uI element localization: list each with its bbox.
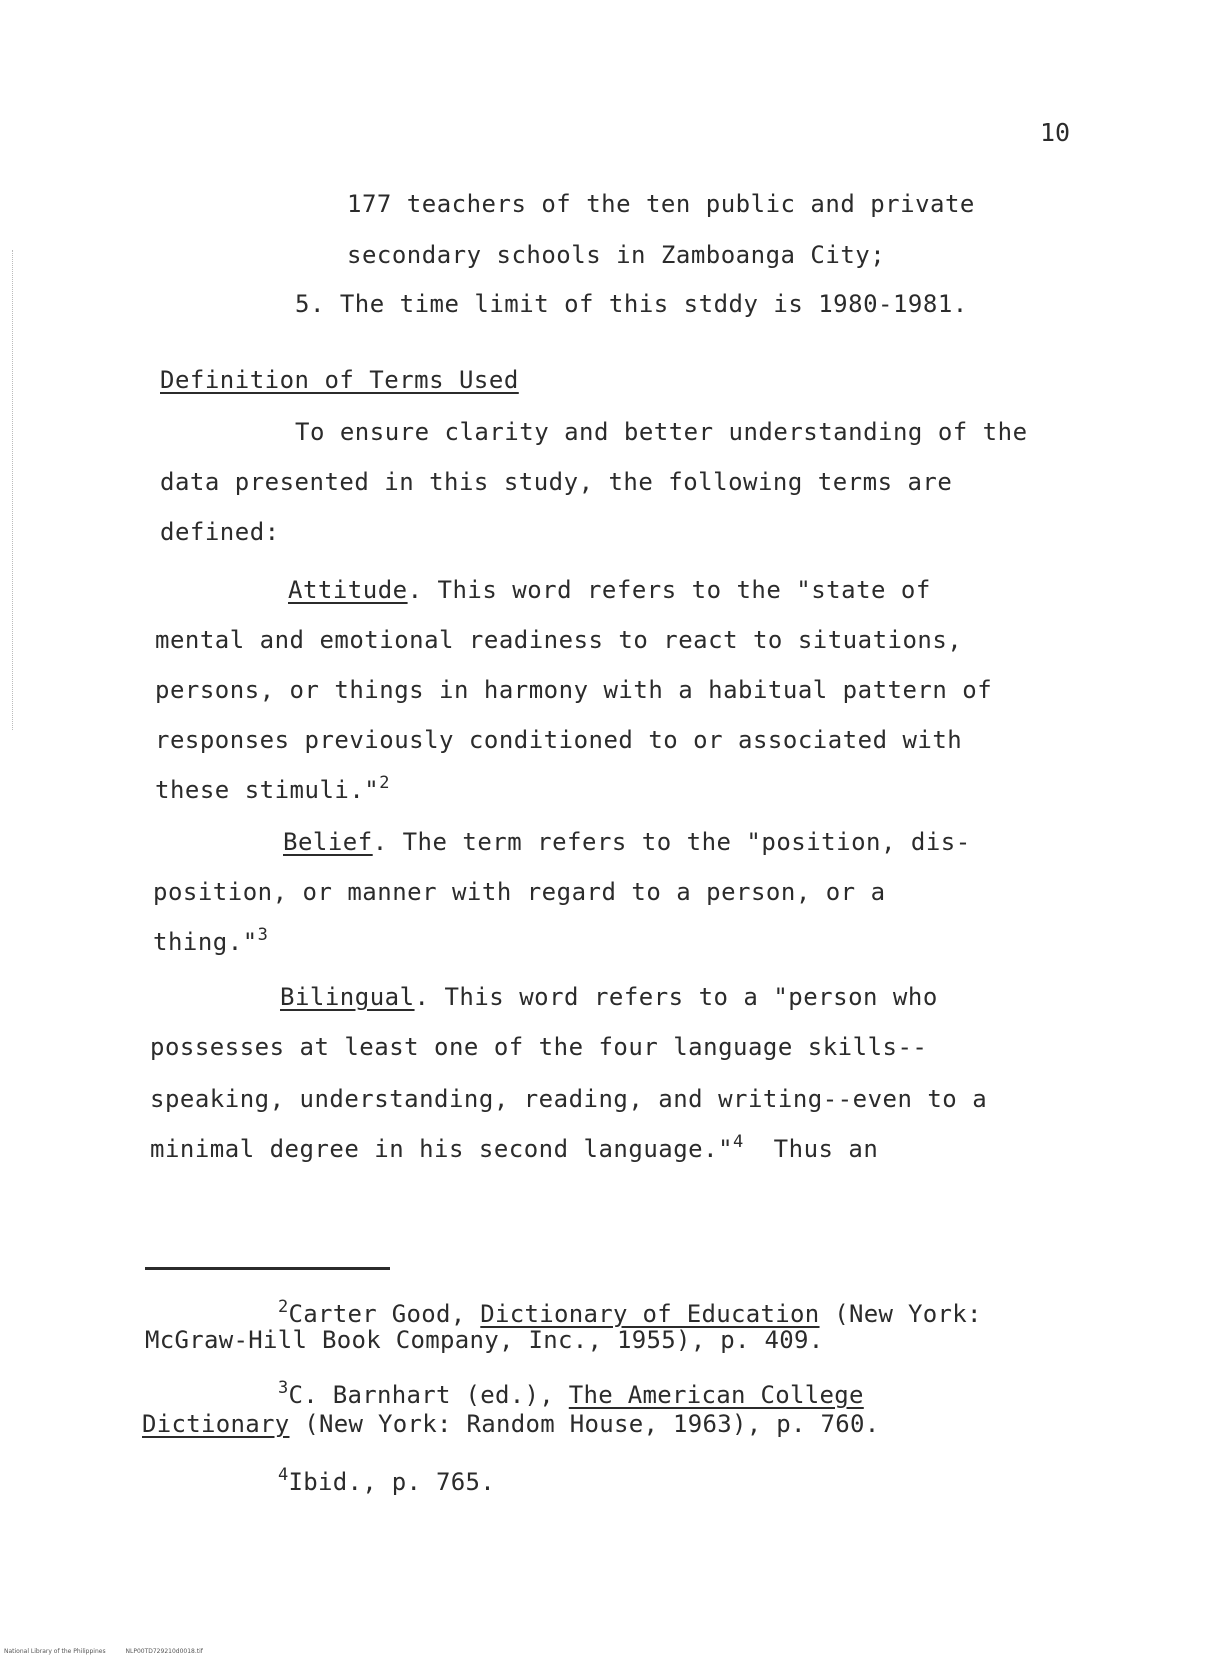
list-item-5: 5. The time limit of this stddy is 1980-1981. <box>295 290 968 318</box>
belief-line-3: thing."$^3$ <box>153 925 269 956</box>
bilingual-line-3: speaking, understanding, reading, and writing--even to a <box>150 1085 988 1113</box>
belief-line-2: position, or manner with regard to a person, or a <box>153 878 886 906</box>
footnote-rule <box>145 1267 390 1270</box>
footnote-ref-3: 3 <box>257 925 269 945</box>
attitude-line-1: Attitude. This word refers to the "state of <box>288 576 931 604</box>
footnote-3-line-2: Dictionary (New York: Random House, 1963), p. 760. <box>142 1410 880 1438</box>
scan-margin-marks <box>12 250 19 730</box>
intro-line-1: To ensure clarity and better understanding of the <box>295 418 1028 446</box>
footnote-ref-2: 2 <box>379 773 390 793</box>
bilingual-line-1: Bilingual. This word refers to a "person who <box>280 983 938 1011</box>
term-belief: Belief <box>283 828 373 856</box>
footnote-2-line-1: $^2$Carter Good, Dictionary of Education (New York: <box>278 1297 982 1328</box>
belief-line-1: Belief. The term refers to the "position, dis- <box>283 828 971 856</box>
footnote-2-title: Dictionary of Education <box>480 1300 820 1328</box>
footnote-3-line-1: $^3$C. Barnhart (ed.), The American College <box>278 1378 864 1409</box>
scan-library: National Library of the Philippines <box>4 1648 106 1655</box>
footnote-3-title: The American College <box>568 1381 864 1409</box>
intro-line-3: defined: <box>160 518 280 546</box>
attitude-line-4: responses previously conditioned to or associated with <box>155 726 963 754</box>
scan-file: NLP00TD729210d0018.tif <box>125 1648 203 1655</box>
term-bilingual: Bilingual <box>280 983 415 1011</box>
page-number: 10 <box>1040 118 1071 147</box>
footnote-2-line-2: McGraw-Hill Book Company, Inc., 1955), p. 409. <box>145 1326 824 1354</box>
term-attitude: Attitude <box>288 576 408 604</box>
bilingual-line-2: possesses at least one of the four language skills-- <box>150 1033 928 1061</box>
bilingual-line-4: minimal degree in his second language."$^4$ Thus an <box>150 1132 879 1163</box>
scan-caption <box>4 1648 221 1655</box>
footnote-ref-4: 4 <box>733 1132 744 1152</box>
section-heading: Definition of Terms Used <box>160 366 519 394</box>
attitude-line-2: mental and emotional readiness to react to situations, <box>155 626 963 654</box>
footnote-4: $^4$Ibid., p. 765. <box>278 1465 496 1496</box>
intro-line-2: data presented in this study, the following terms are <box>160 468 953 496</box>
continuation-line-2: secondary schools in Zamboanga City; <box>347 241 886 269</box>
attitude-line-5: these stimuli."$^2$ <box>155 773 390 804</box>
attitude-line-3: persons, or things in harmony with a habitual pattern of <box>155 676 993 704</box>
continuation-line-1: 177 teachers of the ten public and private <box>347 190 975 218</box>
